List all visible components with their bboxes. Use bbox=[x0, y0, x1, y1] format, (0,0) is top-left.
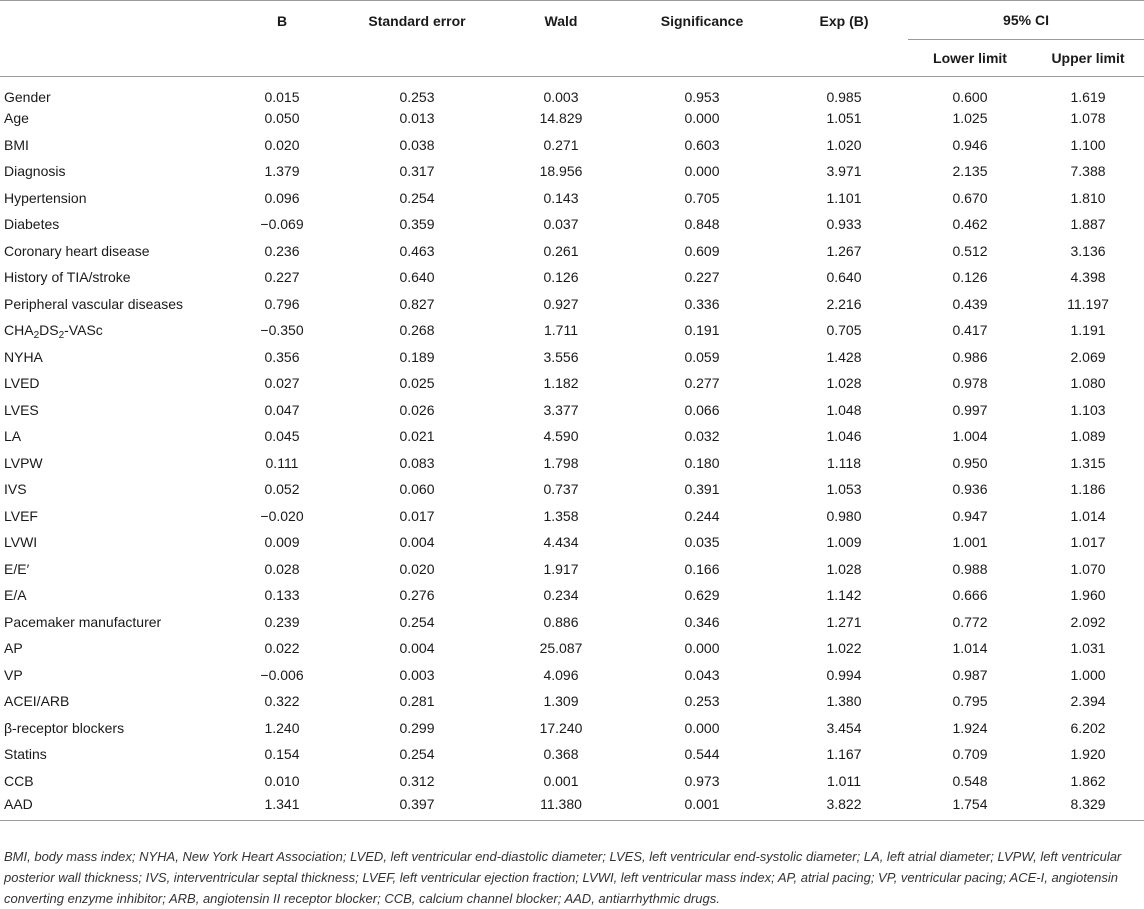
cell-sig: 0.277 bbox=[684, 375, 720, 392]
cell-se: 0.083 bbox=[399, 454, 435, 471]
table-row bbox=[0, 344, 1144, 371]
cell-se: 0.025 bbox=[399, 375, 435, 392]
table-row bbox=[0, 238, 1144, 265]
cell-sig: 0.253 bbox=[684, 693, 720, 710]
cell-wald: 4.434 bbox=[543, 534, 579, 551]
row-label: IVS bbox=[4, 481, 27, 498]
cell-lower: 0.666 bbox=[952, 587, 988, 604]
cell-b: 0.154 bbox=[264, 746, 300, 763]
cell-expb: 1.118 bbox=[827, 454, 861, 471]
row-label: ACEI/ARB bbox=[4, 693, 70, 710]
cell-lower: 0.988 bbox=[952, 560, 988, 577]
row-label: Peripheral vascular diseases bbox=[4, 295, 183, 312]
cell-se: 0.397 bbox=[336, 794, 498, 821]
cell-b: 0.045 bbox=[264, 428, 300, 445]
cell-b: 0.356 bbox=[264, 348, 300, 365]
cell-lower: 0.600 bbox=[952, 89, 988, 105]
cell-se: 0.463 bbox=[399, 242, 435, 259]
row-label: Statins bbox=[4, 746, 47, 763]
cell-lower: 0.439 bbox=[952, 295, 988, 312]
table-row bbox=[0, 715, 1144, 742]
cell-se: 0.004 bbox=[399, 534, 435, 551]
row-label: LVPW bbox=[4, 454, 43, 471]
cell-lower: 0.417 bbox=[952, 322, 988, 339]
cell-lower: 0.670 bbox=[952, 189, 988, 206]
row-label: Pacemaker manufacturer bbox=[4, 613, 162, 630]
cell-lower: 0.512 bbox=[952, 242, 988, 259]
cell-wald: 3.377 bbox=[543, 401, 579, 418]
cell-expb: 0.985 bbox=[826, 89, 862, 105]
cell-wald: 0.037 bbox=[543, 216, 579, 233]
cell-wald: 25.087 bbox=[539, 640, 583, 657]
cell-se: 0.189 bbox=[399, 348, 435, 365]
cell-lower: 0.548 bbox=[952, 772, 988, 789]
cell-sig: 0.609 bbox=[684, 242, 720, 259]
cell-upper: 1.014 bbox=[1070, 507, 1106, 524]
cell-sig: 0.191 bbox=[684, 322, 720, 339]
cell-expb: 1.048 bbox=[826, 401, 862, 418]
cell-se: 0.020 bbox=[399, 560, 435, 577]
cell-upper: 1.191 bbox=[1070, 322, 1106, 339]
cell-se: 0.254 bbox=[399, 746, 435, 763]
cell-sig: 0.227 bbox=[684, 269, 720, 286]
cell-se: 0.268 bbox=[399, 322, 435, 339]
cell-wald: 0.234 bbox=[543, 587, 579, 604]
row-label: AAD bbox=[0, 794, 228, 821]
cell-se: 0.827 bbox=[399, 295, 435, 312]
table-row bbox=[0, 503, 1144, 530]
cell-expb: 0.994 bbox=[826, 666, 862, 683]
cell-expb: 1.167 bbox=[826, 746, 862, 763]
cell-lower: 0.987 bbox=[952, 666, 988, 683]
header-significance: Significance bbox=[624, 1, 780, 77]
table-row bbox=[0, 423, 1144, 450]
cell-expb: 1.046 bbox=[826, 428, 862, 445]
cell-lower: 0.462 bbox=[952, 216, 988, 233]
cell-b: 0.050 bbox=[264, 110, 300, 127]
cell-upper: 1.186 bbox=[1070, 481, 1106, 498]
cell-b: 0.096 bbox=[264, 189, 300, 206]
cell-expb: 1.380 bbox=[826, 693, 862, 710]
row-label: LVES bbox=[4, 401, 39, 418]
cell-sig: 0.059 bbox=[684, 348, 720, 365]
cell-wald: 0.143 bbox=[543, 189, 579, 206]
cell-wald: 3.556 bbox=[543, 348, 579, 365]
cell-wald: 0.927 bbox=[543, 295, 579, 312]
header-95-ci: 95% CI bbox=[908, 1, 1144, 40]
cell-wald: 4.096 bbox=[543, 666, 579, 683]
row-label-part: 2 bbox=[33, 330, 40, 342]
row-label: LVWI bbox=[4, 534, 38, 551]
cell-b: 0.009 bbox=[264, 534, 300, 551]
table-row bbox=[0, 450, 1144, 477]
table-row bbox=[0, 370, 1144, 397]
cell-upper: 6.202 bbox=[1070, 719, 1106, 736]
cell-b: 0.027 bbox=[264, 375, 300, 392]
cell-se: 0.281 bbox=[399, 693, 435, 710]
table-row bbox=[0, 794, 1144, 821]
cell-sig: 0.066 bbox=[684, 401, 720, 418]
cell-wald: 0.886 bbox=[543, 613, 579, 630]
cell-expb: 1.011 bbox=[827, 772, 861, 789]
row-label: BMI bbox=[4, 136, 29, 153]
cell-se: 0.276 bbox=[399, 587, 435, 604]
cell-sig: 0.000 bbox=[684, 110, 720, 127]
table-row bbox=[0, 529, 1144, 556]
cell-wald: 1.182 bbox=[543, 375, 579, 392]
cell-expb: 1.028 bbox=[826, 375, 862, 392]
cell-lower: 1.754 bbox=[908, 794, 1032, 821]
row-label: CCB bbox=[4, 772, 34, 789]
cell-se: 0.254 bbox=[399, 189, 435, 206]
table-row bbox=[0, 556, 1144, 583]
cell-b: 0.796 bbox=[264, 295, 300, 312]
cell-wald: 0.368 bbox=[543, 746, 579, 763]
cell-lower: 1.924 bbox=[952, 719, 988, 736]
cell-lower: 2.135 bbox=[952, 163, 988, 180]
cell-expb: 0.933 bbox=[826, 216, 862, 233]
row-label bbox=[0, 317, 228, 344]
cell-lower: 0.936 bbox=[952, 481, 988, 498]
cell-expb: 0.640 bbox=[826, 269, 862, 286]
cell-expb: 3.822 bbox=[780, 794, 908, 821]
cell-wald: 1.309 bbox=[543, 693, 579, 710]
cell-expb: 1.428 bbox=[826, 348, 862, 365]
row-label: Age bbox=[4, 110, 29, 127]
row-label: Diagnosis bbox=[4, 163, 66, 180]
cell-upper: 2.069 bbox=[1070, 348, 1106, 365]
row-label: Hypertension bbox=[4, 189, 87, 206]
cell-upper: 1.103 bbox=[1070, 401, 1106, 418]
cell-expb: 0.705 bbox=[826, 322, 862, 339]
cell-lower: 0.126 bbox=[952, 269, 988, 286]
cell-lower: 0.950 bbox=[952, 454, 988, 471]
cell-lower: 0.997 bbox=[952, 401, 988, 418]
table-row bbox=[0, 291, 1144, 318]
cell-sig: 0.391 bbox=[684, 481, 720, 498]
cell-wald: 18.956 bbox=[539, 163, 583, 180]
cell-wald: 11.380 bbox=[498, 794, 624, 821]
cell-sig: 0.001 bbox=[624, 794, 780, 821]
cell-lower: 0.772 bbox=[952, 613, 988, 630]
cell-se: 0.254 bbox=[399, 613, 435, 630]
cell-b: 0.020 bbox=[264, 136, 300, 153]
cell-b: 0.133 bbox=[264, 587, 300, 604]
header-exp-b: Exp (B) bbox=[780, 1, 908, 77]
table-row bbox=[0, 158, 1144, 185]
cell-sig: 0.043 bbox=[684, 666, 720, 683]
row-label-part: CHA bbox=[4, 322, 34, 339]
table-row bbox=[0, 609, 1144, 636]
table-row bbox=[0, 741, 1144, 768]
cell-expb: 1.020 bbox=[826, 136, 862, 153]
table-row bbox=[0, 662, 1144, 689]
table-row bbox=[0, 635, 1144, 662]
cell-wald: 0.271 bbox=[543, 136, 579, 153]
header-wald: Wald bbox=[498, 1, 624, 77]
cell-b: 0.047 bbox=[264, 401, 300, 418]
table-row bbox=[0, 77, 1144, 106]
cell-upper: 2.394 bbox=[1070, 693, 1106, 710]
cell-upper: 1.100 bbox=[1070, 136, 1106, 153]
cell-upper: 8.329 bbox=[1032, 794, 1144, 821]
cell-sig: 0.629 bbox=[684, 587, 720, 604]
cell-sig: 0.180 bbox=[684, 454, 720, 471]
cell-sig: 0.000 bbox=[684, 719, 720, 736]
row-label: E/E′ bbox=[4, 560, 30, 577]
cell-upper: 1.920 bbox=[1070, 746, 1106, 763]
row-label: History of TIA/stroke bbox=[4, 269, 131, 286]
header-upper-limit: Upper limit bbox=[1032, 40, 1144, 77]
cell-upper: 3.136 bbox=[1070, 242, 1106, 259]
table-row bbox=[0, 317, 1144, 344]
row-label-part: 2 bbox=[58, 330, 65, 342]
cell-b: 1.379 bbox=[264, 163, 300, 180]
cell-b: −0.350 bbox=[260, 322, 304, 339]
cell-b: 0.028 bbox=[264, 560, 300, 577]
cell-wald: 0.737 bbox=[543, 481, 579, 498]
cell-wald: 0.003 bbox=[543, 89, 579, 105]
table-row bbox=[0, 582, 1144, 609]
table-row bbox=[0, 105, 1144, 132]
cell-lower: 0.986 bbox=[952, 348, 988, 365]
cell-upper: 1.089 bbox=[1070, 428, 1106, 445]
cell-b: 0.022 bbox=[264, 640, 300, 657]
cell-sig: 0.032 bbox=[684, 428, 720, 445]
cell-sig: 0.973 bbox=[684, 772, 720, 789]
cell-se: 0.026 bbox=[399, 401, 435, 418]
cell-lower: 1.004 bbox=[952, 428, 988, 445]
cell-se: 0.013 bbox=[399, 110, 435, 127]
cell-b: 0.239 bbox=[264, 613, 300, 630]
cell-b: 0.015 bbox=[264, 89, 300, 105]
cell-wald: 1.798 bbox=[543, 454, 579, 471]
cell-lower: 0.709 bbox=[952, 746, 988, 763]
header-b: B bbox=[228, 1, 336, 77]
cell-se: 0.359 bbox=[399, 216, 435, 233]
cell-b: 0.010 bbox=[264, 772, 300, 789]
cell-wald: 0.126 bbox=[543, 269, 579, 286]
table-row bbox=[0, 264, 1144, 291]
cell-upper: 11.197 bbox=[1067, 295, 1109, 312]
row-label: NYHA bbox=[4, 348, 43, 365]
cell-sig: 0.848 bbox=[684, 216, 720, 233]
cell-se: 0.317 bbox=[399, 163, 435, 180]
cell-sig: 0.035 bbox=[684, 534, 720, 551]
cell-lower: 0.947 bbox=[952, 507, 988, 524]
cell-se: 0.003 bbox=[399, 666, 435, 683]
cell-expb: 1.009 bbox=[826, 534, 862, 551]
cell-sig: 0.603 bbox=[684, 136, 720, 153]
table-row bbox=[0, 768, 1144, 795]
table-row bbox=[0, 397, 1144, 424]
cell-sig: 0.346 bbox=[684, 613, 720, 630]
cell-expb: 3.971 bbox=[826, 163, 862, 180]
cell-b: 0.227 bbox=[264, 269, 300, 286]
cell-se: 0.640 bbox=[399, 269, 435, 286]
cell-sig: 0.000 bbox=[684, 163, 720, 180]
cell-lower: 0.795 bbox=[952, 693, 988, 710]
row-label: Coronary heart disease bbox=[4, 242, 150, 259]
cell-wald: 1.917 bbox=[543, 560, 579, 577]
cell-expb: 3.454 bbox=[826, 719, 862, 736]
cell-se: 0.021 bbox=[399, 428, 435, 445]
cell-upper: 1.887 bbox=[1070, 216, 1106, 233]
row-label: β-receptor blockers bbox=[4, 719, 125, 736]
cell-se: 0.253 bbox=[399, 89, 435, 105]
header-lower-limit: Lower limit bbox=[908, 40, 1032, 77]
cell-se: 0.038 bbox=[399, 136, 435, 153]
cell-upper: 1.619 bbox=[1070, 89, 1106, 105]
row-label-part: DS bbox=[39, 322, 59, 339]
cell-se: 0.312 bbox=[399, 772, 435, 789]
cell-lower: 1.025 bbox=[952, 110, 988, 127]
cell-b: 1.240 bbox=[264, 719, 300, 736]
row-label-part: -VASc bbox=[64, 322, 103, 339]
cell-sig: 0.166 bbox=[684, 560, 720, 577]
cell-b: −0.006 bbox=[260, 666, 304, 683]
cell-wald: 0.261 bbox=[543, 242, 579, 259]
cell-wald: 0.001 bbox=[543, 772, 579, 789]
cell-expb: 1.267 bbox=[826, 242, 862, 259]
cell-upper: 1.960 bbox=[1070, 587, 1106, 604]
table-row bbox=[0, 185, 1144, 212]
cell-upper: 2.092 bbox=[1070, 613, 1106, 630]
table-row bbox=[0, 132, 1144, 159]
cell-expb: 1.028 bbox=[826, 560, 862, 577]
cell-se: 0.004 bbox=[399, 640, 435, 657]
cell-sig: 0.705 bbox=[684, 189, 720, 206]
table-row bbox=[0, 211, 1144, 238]
cell-lower: 1.014 bbox=[952, 640, 988, 657]
cell-b: 0.111 bbox=[265, 454, 299, 471]
cell-b: −0.020 bbox=[260, 507, 304, 524]
cell-b: −0.069 bbox=[260, 216, 304, 233]
row-label: E/A bbox=[4, 587, 27, 604]
cell-upper: 1.031 bbox=[1070, 640, 1106, 657]
cell-sig: 0.244 bbox=[684, 507, 720, 524]
cell-sig: 0.000 bbox=[684, 640, 720, 657]
cell-b: 0.052 bbox=[264, 481, 300, 498]
cell-wald: 17.240 bbox=[539, 719, 583, 736]
cell-upper: 1.080 bbox=[1070, 375, 1106, 392]
row-label: Gender bbox=[4, 89, 51, 105]
cell-expb: 1.101 bbox=[826, 189, 862, 206]
cell-upper: 7.388 bbox=[1070, 163, 1106, 180]
cell-expb: 1.053 bbox=[826, 481, 862, 498]
cell-b: 0.322 bbox=[264, 693, 300, 710]
header-blank bbox=[0, 1, 228, 77]
table-row bbox=[0, 688, 1144, 715]
cell-wald: 1.711 bbox=[544, 322, 578, 339]
row-label: VP bbox=[4, 666, 23, 683]
table-footnote: BMI, body mass index; NYHA, New York Heart Association; LVED, left ventricular end-diastolic diameter; LVES, left ventricular end-systolic diameter; LA, left atrial diameter; LVPW, left ventricular posterior wall thickness; IVS, interventricular septal thickness; LVEF, left ventricular ejection fraction; LVWI, left ventricular mass index; AP, atrial pacing; VP, ventricular pacing; ACE-I, angiotensin converting enzyme inhibitor; ARB, angiotensin II receptor blocker; CCB, calcium channel blocker; AAD, antiarrhythmic drugs. bbox=[4, 849, 1122, 906]
row-label: AP bbox=[4, 640, 23, 657]
row-label: LVEF bbox=[4, 507, 38, 524]
cell-upper: 1.862 bbox=[1070, 772, 1106, 789]
row-label: LVED bbox=[4, 375, 40, 392]
cell-upper: 1.070 bbox=[1070, 560, 1106, 577]
cell-se: 0.060 bbox=[399, 481, 435, 498]
cell-expb: 2.216 bbox=[826, 295, 862, 312]
cell-upper: 1.078 bbox=[1070, 110, 1106, 127]
cell-expb: 0.980 bbox=[826, 507, 862, 524]
cell-b: 1.341 bbox=[228, 794, 336, 821]
cell-lower: 1.001 bbox=[952, 534, 988, 551]
cell-wald: 14.829 bbox=[539, 110, 583, 127]
cell-sig: 0.953 bbox=[684, 89, 720, 105]
cell-lower: 0.946 bbox=[952, 136, 988, 153]
cell-upper: 1.315 bbox=[1070, 454, 1106, 471]
row-label: Diabetes bbox=[4, 216, 60, 233]
cell-upper: 1.000 bbox=[1070, 666, 1106, 683]
cell-expb: 1.051 bbox=[826, 110, 862, 127]
cell-wald: 1.358 bbox=[543, 507, 579, 524]
cell-expb: 1.271 bbox=[826, 613, 862, 630]
cell-lower: 0.978 bbox=[952, 375, 988, 392]
cell-sig: 0.336 bbox=[684, 295, 720, 312]
cell-se: 0.299 bbox=[399, 719, 435, 736]
cell-sig: 0.544 bbox=[684, 746, 720, 763]
cell-wald: 4.590 bbox=[543, 428, 579, 445]
table-row bbox=[0, 476, 1144, 503]
row-label: LA bbox=[4, 428, 22, 445]
cell-upper: 1.810 bbox=[1070, 189, 1106, 206]
cell-se: 0.017 bbox=[399, 507, 435, 524]
cell-upper: 1.017 bbox=[1070, 534, 1106, 551]
cell-expb: 1.022 bbox=[826, 640, 862, 657]
cell-expb: 1.142 bbox=[826, 587, 862, 604]
cell-b: 0.236 bbox=[264, 242, 300, 259]
cell-upper: 4.398 bbox=[1070, 269, 1106, 286]
header-standard-error: Standard error bbox=[336, 1, 498, 77]
